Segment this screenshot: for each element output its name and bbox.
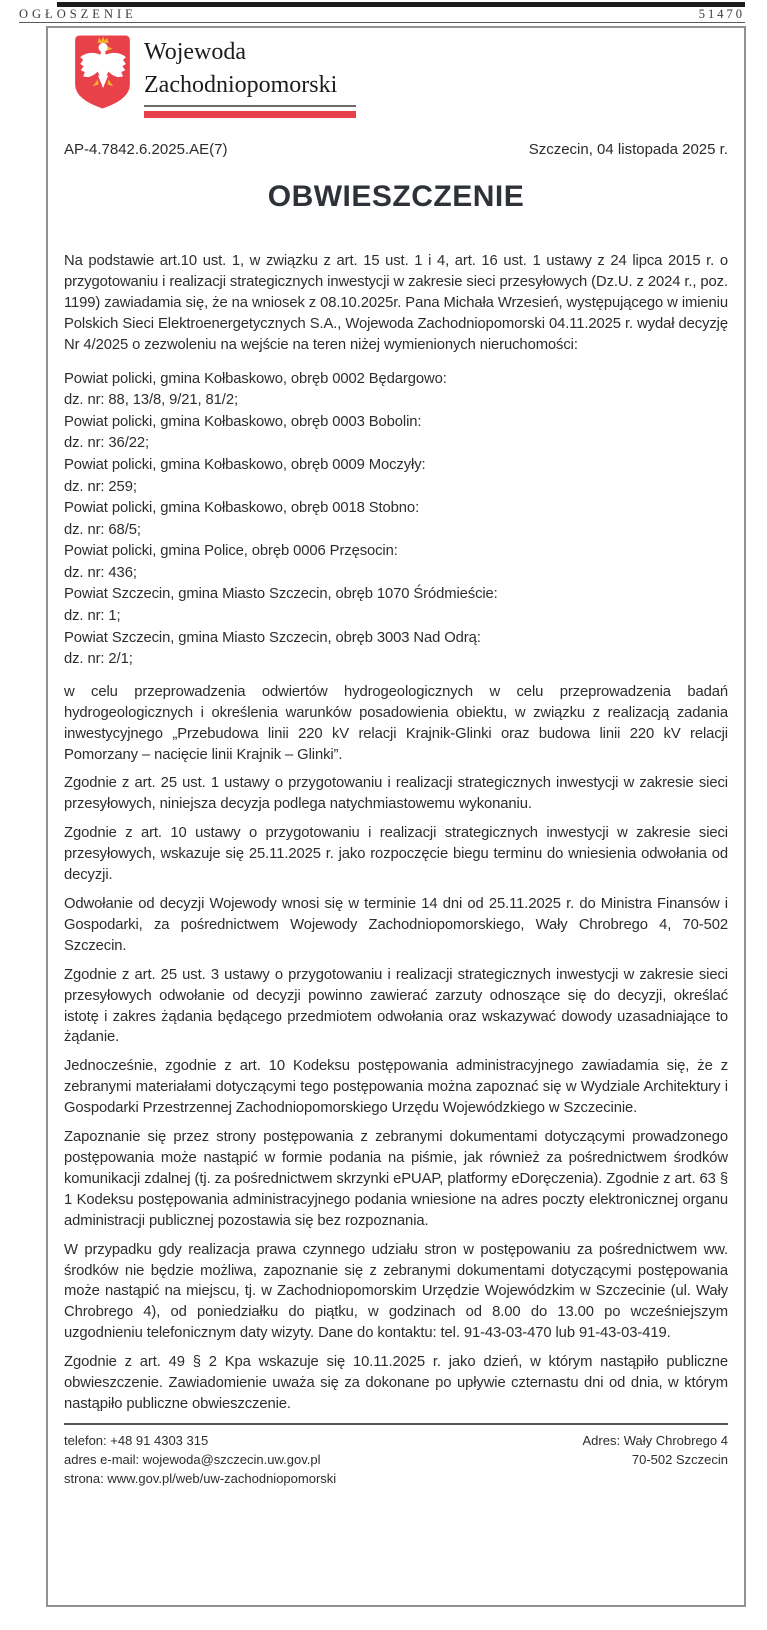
property-location: Powiat Szczecin, gmina Miasto Szczecin, obręb 3003 Nad Odrą: xyxy=(64,629,481,646)
masthead xyxy=(19,7,745,22)
property-list xyxy=(64,369,728,671)
masthead-bottom-rule xyxy=(19,22,745,23)
reference-row xyxy=(64,141,728,158)
case-number: AP-4.7842.6.2025.AE(7) xyxy=(64,141,228,158)
property-plots: dz. nr: 88, 13/8, 9/21, 81/2; xyxy=(64,392,238,409)
letterhead-title-line2: Zachodniopomorski xyxy=(144,72,338,98)
paragraph-appeal-term-start: Zgodnie z art. 10 ustawy o przygotowaniu i realizacji strategicznych inwestycji w zakresie sieci przesyłowych, wskazuje się 25.11.2025 r. jako rozpoczęcie biegu terminu do wniesienia odwołania od decyzji. xyxy=(64,825,728,884)
paragraph-remote-review: Zapoznanie się przez strony postępowania z zebranymi dokumentami dotyczącymi prowadzonego postępowania może nastąpić w formie podania na piśmie, jak również za pośrednictwem środków komunikacji zdalnej (tj. za pośrednictwem skrzynki ePUAP, platformy eDoręczenia). Zgodnie z art. 63 § 1 Kodeksu postępowania administracyjnego podania wniesione na adres poczty elektronicznej organu administracji publicznej pozostawia się bez rozpoznania. xyxy=(64,1129,728,1229)
letterhead-title-block xyxy=(144,34,356,118)
property-plots: dz. nr: 2/1; xyxy=(64,651,133,668)
letterhead-title xyxy=(144,36,356,102)
footer-contact-block xyxy=(64,1431,336,1488)
property-location: Powiat policki, gmina Kołbaskowo, obręb 0018 Stobno: xyxy=(64,500,420,517)
property-plots: dz. nr: 68/5; xyxy=(64,521,141,538)
property-plots: dz. nr: 259; xyxy=(64,478,137,495)
paragraph-purpose: w celu przeprowadzenia odwiertów hydrogeologicznych w celu przeprowadzenia badań hydrogeologicznych i określenia warunków posadowienia obiektu, w związku z realizacją zadania inwestycyjnego „Przebudowa linii 220 kV relacji Krajnik-Glinki oraz budowa linii 220 kV relacji Pomorzany – nacięcie linii Krajnik – Glinki”. xyxy=(64,683,728,763)
property-location: Powiat policki, gmina Kołbaskowo, obręb 0002 Będargowo: xyxy=(64,370,447,387)
footer-phone: telefon: +48 91 4303 315 xyxy=(64,1432,209,1448)
footer-website: strona: www.gov.pl/web/uw-zachodniopomorski xyxy=(64,1470,337,1486)
letterhead-red-bar xyxy=(144,111,356,118)
paragraph-immediate-execution: Zgodnie z art. 25 ust. 1 ustawy o przygotowaniu i realizacji strategicznych inwestycji w zakresie sieci przesyłowych, niniejsza decyzja podlega natychmiastowemu wykonaniu. xyxy=(64,775,728,813)
letterhead-gray-rule xyxy=(144,105,356,107)
masthead-section-label: OGŁOSZENIE xyxy=(19,7,137,21)
property-plots: dz. nr: 1; xyxy=(64,608,121,625)
paragraph-appeal: Odwołanie od decyzji Wojewody wnosi się w terminie 14 dni od 25.11.2025 r. do Ministra Finansów i Gospodarki, za pośrednictwem Wojewody Zachodniopomorskiego, Wały Chrobrego 4, 70-502 Szczecin. xyxy=(64,896,728,954)
announcement-document xyxy=(46,26,746,1607)
letterhead xyxy=(74,34,728,118)
footer-address-line1: Adres: Wały Chrobrego 4 xyxy=(582,1432,728,1448)
property-location: Powiat policki, gmina Police, obręb 0006 Przęsocin: xyxy=(64,543,398,560)
paragraph-appeal-content: Zgodnie z art. 25 ust. 3 ustawy o przygotowaniu i realizacji strategicznych inwestycji w zakresie sieci przesyłowych odwołanie od decyzji powinno zawierać zarzuty odnoszące się do decyzji, określać istotę i zakres żądania będącego przedmiotem odwołania oraz wskazywać dowody uzasadniające to żądanie. xyxy=(64,966,728,1046)
paragraph-onsite-review: W przypadku gdy realizacja prawa czynnego udziału stron w postępowaniu za pośrednictwem ww. środków nie będzie możliwa, zapoznanie się z zebranymi dokumentami dotyczącymi postępowania może nastąpić na miejscu, tj. w Zachodniopomorskim Urzędzie Wojewódzkim w Szczecinie (ul. Wały Chrobrego 4), od poniedziałku do piątku, w godzinach od 8.00 do 13.00 po wcześniejszym uzgodnieniu telefonicznym daty wizyty. Dane do kontaktu: tel. 91-43-03-470 lub 91-43-03-419. xyxy=(64,1241,728,1342)
document-body xyxy=(64,251,728,1415)
footer-email: adres e-mail: wojewoda@szczecin.uw.gov.pl xyxy=(64,1451,321,1467)
place-and-date: Szczecin, 04 listopada 2025 r. xyxy=(528,141,728,158)
coat-of-arms-icon xyxy=(74,34,131,110)
property-plots: dz. nr: 36/22; xyxy=(64,435,149,452)
paragraph-public-notice: Zgodnie z art. 49 § 2 Kpa wskazuje się 10.11.2025 r. jako dzień, w którym nastąpiło publiczne obwieszczenie. Zawiadomienie uważa się za dokonane po upływie czternastu dni od dnia, w którym nastąpiło publiczne obwieszczenie. xyxy=(64,1354,728,1412)
property-plots: dz. nr: 436; xyxy=(64,564,137,581)
property-location: Powiat policki, gmina Kołbaskowo, obręb 0003 Bobolin: xyxy=(64,413,422,430)
paragraph-case-files: Jednocześnie, zgodnie z art. 10 Kodeksu postępowania administracyjnego zawiadamia się, że z zebranymi materiałami dotyczącymi tego postępowania można zapoznać się w Wydziale Architektury i Gospodarki Przestrzennej Zachodniopomorskiego Urzędu Wojewódzkiego w Szczecinie. xyxy=(64,1058,728,1117)
property-location: Powiat policki, gmina Kołbaskowo, obręb 0009 Moczyły: xyxy=(64,456,426,473)
paragraph-intro: Na podstawie art.10 ust. 1, w związku z art. 15 ust. 1 i 4, art. 16 ust. 1 ustawy z 24 lipca 2015 r. o przygotowaniu i realizacji strategicznych inwestycji w zakresie sieci przesyłowych (Dz.U. z 2024 r., poz. 1199) zawiadamia się, że na wniosek z 08.10.2025r. Pana Michała Wrzesień, występującego w imieniu Polskich Sieci Elektroenergetycznych S.A., Wojewoda Zachodniopomorski 04.11.2025 r. wydał decyzję Nr 4/2025 o zezwoleniu na wejście na teren niżej wymienionych nieruchomości: xyxy=(64,253,728,353)
footer-address-line2: 70-502 Szczecin xyxy=(631,1451,728,1467)
document-title: OBWIESZCZENIE xyxy=(267,180,525,213)
footer-address-block xyxy=(583,1431,728,1488)
letterhead-title-line1: Wojewoda xyxy=(144,39,247,65)
masthead-page-number: 51470 xyxy=(698,7,745,21)
contact-footer xyxy=(64,1423,728,1488)
property-location: Powiat Szczecin, gmina Miasto Szczecin, obręb 1070 Śródmieście: xyxy=(64,586,498,603)
